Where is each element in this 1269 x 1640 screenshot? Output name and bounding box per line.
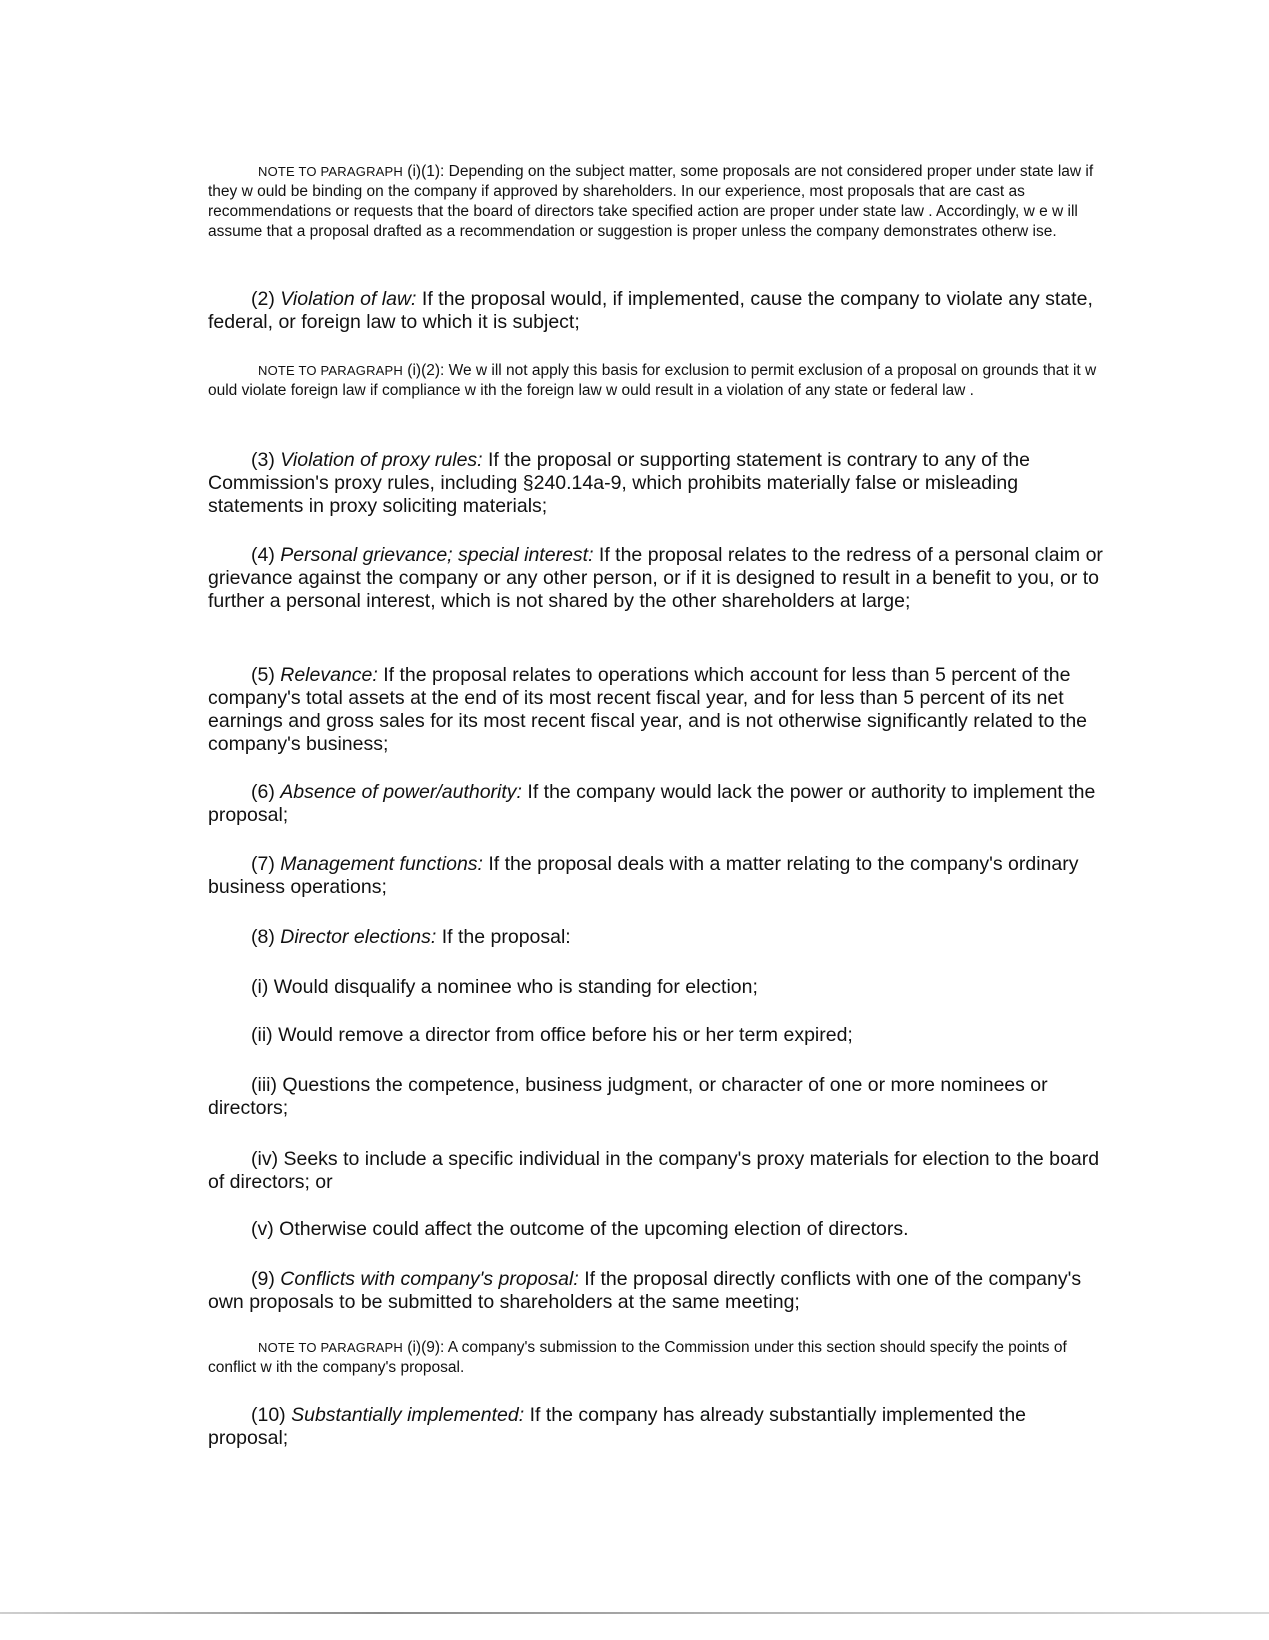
- paragraph-8-iv: [208, 1148, 1103, 1194]
- paragraph-number: (10): [251, 1404, 292, 1426]
- paragraph-text: If the proposal relates to the redress of a personal claim or grievance against the company or any other person, or if it is designed to result in a benefit to you, or to further a personal interest, which is not shared by the other shareholders at large;: [208, 544, 1103, 612]
- paragraph-text: (i) Would disqualify a nominee who is standing for election;: [251, 976, 758, 998]
- paragraph-title: Absence of power/authority:: [280, 781, 522, 803]
- paragraph-8-v: [208, 1218, 1103, 1241]
- paragraph-2: [208, 288, 1103, 334]
- note-text: Depending on the subject matter, some proposals are not considered proper under state law if they w ould be binding on the company if approved by shareholders. In our experience, most proposals that are cast as recommendations or requests that the board of directors take specified action are proper under state law . Accordingly, w e w ill assume that a proposal drafted as a recommendation or suggestion is proper unless the company demonstrates otherw ise.: [208, 163, 1094, 240]
- paragraph-text: If the proposal deals with a matter relating to the company's ordinary business operations;: [208, 853, 1079, 898]
- note-label: NOTE TO PARAGRAPH: [258, 363, 403, 378]
- note-ref: (i)(1):: [403, 163, 449, 180]
- paragraph-4: [208, 544, 1103, 613]
- paragraph-title: Director elections:: [280, 926, 437, 948]
- paragraph-number: (9): [251, 1268, 281, 1290]
- note-ref: (i)(9):: [403, 1339, 448, 1356]
- paragraph-6: [208, 781, 1103, 827]
- paragraph-10: [208, 1404, 1103, 1450]
- page-bottom-edge: [0, 1612, 1269, 1614]
- paragraph-8: [208, 926, 1103, 949]
- paragraph-title: Relevance:: [280, 664, 378, 686]
- paragraph-8-i: [208, 976, 1103, 999]
- paragraph-text: If the proposal:: [436, 926, 571, 948]
- paragraph-9: [208, 1268, 1103, 1314]
- paragraph-title: Violation of law:: [280, 288, 417, 310]
- paragraph-number: (2): [251, 288, 281, 310]
- paragraph-text: (iii) Questions the competence, business judgment, or character of one or more nominees or directors;: [208, 1074, 1048, 1119]
- note-ref: (i)(2):: [403, 362, 449, 379]
- paragraph-text: If the company would lack the power or authority to implement the proposal;: [208, 781, 1096, 826]
- note-text: We w ill not apply this basis for exclusion to permit exclusion of a proposal on grounds that it w ould violate foreign law if compliance w ith the foreign law w ould result in a violation of any state or federal law .: [208, 362, 1097, 399]
- paragraph-number: (6): [251, 781, 281, 803]
- paragraph-text: If the proposal or supporting statement is contrary to any of the Commission's proxy rules, including §240.14a-9, which prohibits materially false or misleading statements in proxy soliciting materials;: [208, 449, 1030, 517]
- paragraph-text: If the proposal would, if implemented, cause the company to violate any state, federal, or foreign law to which it is subject;: [208, 288, 1093, 333]
- paragraph-8-ii: [208, 1024, 1103, 1047]
- paragraph-title: Personal grievance; special interest:: [280, 544, 594, 566]
- paragraph-number: (5): [251, 664, 281, 686]
- note-paragraph-i1: [208, 162, 1103, 242]
- paragraph-number: (7): [251, 853, 281, 875]
- paragraph-title: Conflicts with company's proposal:: [280, 1268, 579, 1290]
- note-label: NOTE TO PARAGRAPH: [258, 1340, 403, 1355]
- note-paragraph-i9: [208, 1338, 1103, 1378]
- note-label: NOTE TO PARAGRAPH: [258, 164, 403, 179]
- paragraph-8-iii: [208, 1074, 1103, 1120]
- paragraph-number: (4): [251, 544, 281, 566]
- paragraph-number: (8): [251, 926, 281, 948]
- paragraph-text: If the proposal directly conflicts with one of the company's own proposals to be submitted to shareholders at the same meeting;: [208, 1268, 1082, 1313]
- paragraph-text: If the company has already substantially implemented the proposal;: [208, 1404, 1027, 1449]
- paragraph-title: Substantially implemented:: [291, 1404, 525, 1426]
- note-text: A company's submission to the Commission under this section should specify the points of conflict w ith the company's proposal.: [208, 1339, 1067, 1376]
- paragraph-3: [208, 449, 1103, 518]
- paragraph-number: (3): [251, 449, 281, 471]
- note-paragraph-i2: [208, 361, 1103, 401]
- paragraph-text: (iv) Seeks to include a specific individual in the company's proxy materials for election to the board of directors; or: [208, 1148, 1100, 1193]
- paragraph-text: If the proposal relates to operations which account for less than 5 percent of the company's total assets at the end of its most recent fiscal year, and for less than 5 percent of its net earnings and gross sales for its most recent fiscal year, and is not otherwise significantly related to the company's business;: [208, 664, 1088, 755]
- paragraph-5: [208, 664, 1103, 756]
- paragraph-title: Violation of proxy rules:: [280, 449, 483, 471]
- paragraph-title: Management functions:: [280, 853, 483, 875]
- paragraph-text: (ii) Would remove a director from office before his or her term expired;: [251, 1024, 853, 1046]
- paragraph-7: [208, 853, 1103, 899]
- paragraph-text: (v) Otherwise could affect the outcome of the upcoming election of directors.: [251, 1218, 909, 1240]
